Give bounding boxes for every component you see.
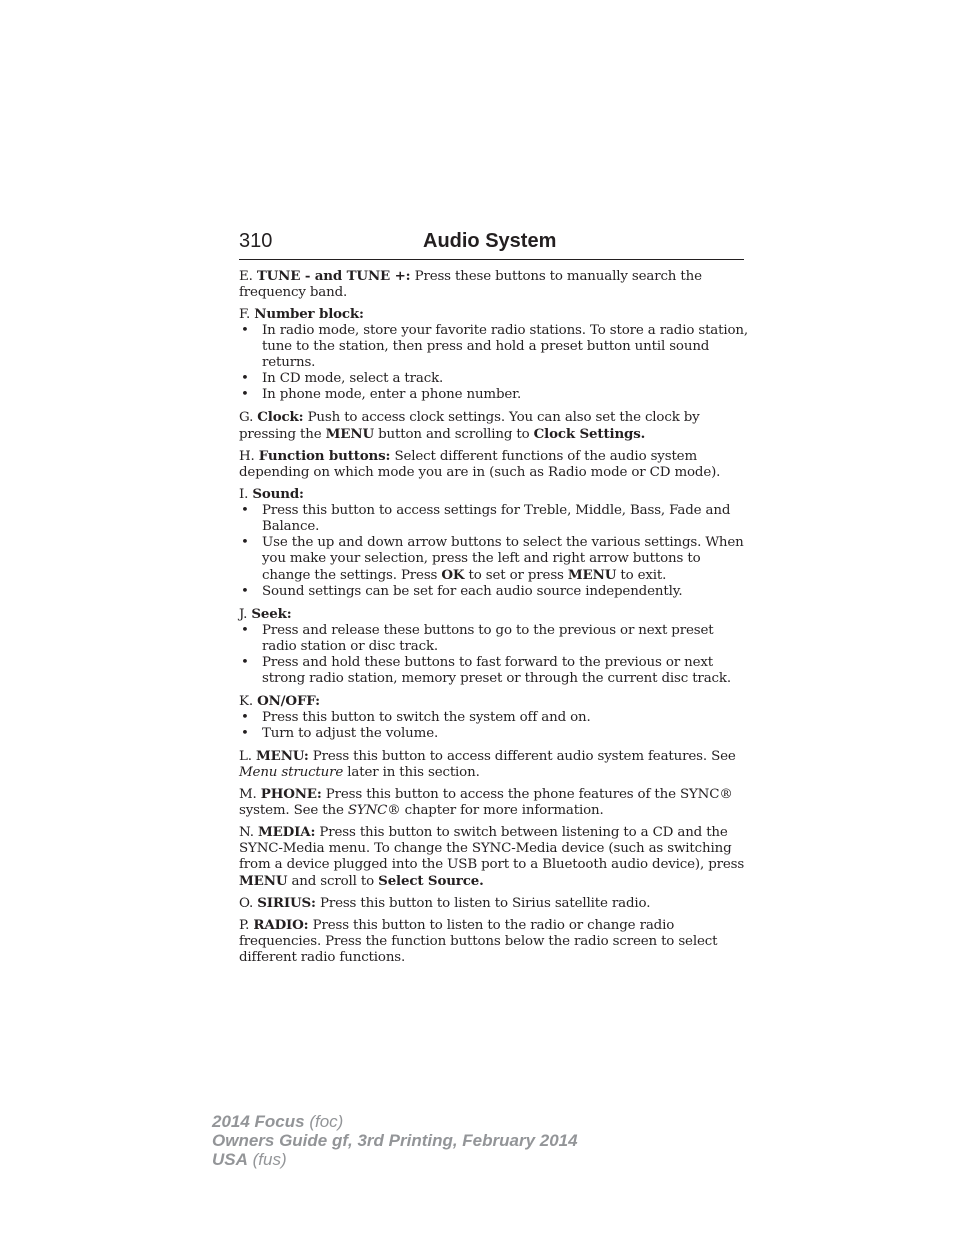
item-letter: H. — [239, 449, 255, 464]
footer-market-line — [212, 1150, 578, 1169]
menu-target: Select Source. — [378, 873, 484, 889]
bullet-text: to set or press — [468, 568, 564, 583]
cross-reference: SYNC® — [347, 803, 401, 818]
item-label: Sound: — [252, 486, 304, 502]
list-item: • In radio mode, store your favorite radio stations. To store a radio station, tune to the station, then press and hold a preset button until sound returns. — [239, 323, 749, 371]
item-letter: L. — [239, 749, 252, 764]
item-e — [239, 268, 749, 301]
item-letter: M. — [239, 787, 257, 802]
ok-keyword: OK — [441, 567, 465, 583]
item-o — [239, 895, 749, 912]
bullet-text: to exit. — [620, 568, 667, 583]
list-item: • Press and hold these buttons to fast forward to the previous or next strong radio station, memory preset or through the current disc track. — [239, 655, 749, 687]
list-item: • In CD mode, select a track. — [239, 371, 749, 387]
item-m — [239, 786, 749, 819]
item-i-bullets — [239, 503, 749, 600]
section-title: Audio System — [423, 230, 557, 252]
list-item: • In phone mode, enter a phone number. — [239, 387, 749, 403]
item-l — [239, 748, 749, 781]
item-text: Press this button to listen to the radio or change radio frequencies. Press the function buttons below the radio screen to select different radio functions. — [239, 918, 718, 965]
footer-guide: Owners Guide gf, 3rd Printing, February 2014 — [212, 1131, 578, 1150]
item-text: Press this button to access the phone features of the SYNC® system. See the — [239, 787, 733, 818]
item-label: Function buttons: — [258, 448, 391, 464]
item-text: Press this button to access different audio system features. See — [312, 749, 736, 764]
item-label: MENU: — [255, 748, 309, 764]
footer-model-code: (foc) — [309, 1112, 344, 1131]
item-text: Press this button to listen to Sirius satellite radio. — [319, 896, 651, 911]
item-i — [239, 486, 749, 503]
menu-target: Clock Settings. — [533, 426, 646, 442]
footer-guide-line — [212, 1131, 578, 1150]
item-p — [239, 917, 749, 966]
item-letter: N. — [239, 825, 254, 840]
list-item: • Press this button to access settings for Treble, Middle, Bass, Fade and Balance. — [239, 503, 749, 535]
item-label: RADIO: — [253, 917, 309, 933]
item-j-bullets — [239, 623, 749, 687]
item-text: button and scrolling to — [378, 427, 530, 442]
item-text: Press this button to switch between listening to a CD and the SYNC-Media menu. To change the SYNC-Media device (such as switching from a device plugged into the USB port to a Bluetooth audio device), press — [239, 825, 745, 872]
menu-keyword: MENU — [239, 873, 288, 889]
item-label: PHONE: — [260, 786, 322, 802]
footer-market-code: (fus) — [252, 1150, 287, 1169]
item-text: and scroll to — [291, 874, 375, 889]
item-letter: K. — [239, 694, 253, 709]
item-letter: I. — [239, 487, 249, 502]
item-n — [239, 824, 749, 890]
footer-market: USA — [212, 1150, 248, 1169]
page-body — [239, 268, 749, 971]
item-g — [239, 409, 749, 443]
item-f-bullets — [239, 323, 749, 403]
item-letter: P. — [239, 918, 250, 933]
item-text: Push to access clock settings. You can also set the clock by pressing the — [239, 410, 700, 442]
item-label: Number block: — [254, 306, 364, 322]
list-item: • Press this button to switch the system off and on. — [239, 710, 749, 726]
item-letter: O. — [239, 896, 254, 911]
menu-keyword: MENU — [325, 426, 374, 442]
item-label: Seek: — [251, 606, 292, 622]
item-letter: F. — [239, 307, 251, 322]
item-label: SIRIUS: — [257, 895, 316, 911]
item-text: later in this section. — [347, 765, 480, 780]
item-h — [239, 448, 749, 481]
item-text: Press these buttons to manually search the frequency band. — [239, 269, 702, 300]
page-header — [239, 228, 744, 260]
item-letter: J. — [239, 607, 248, 622]
item-f — [239, 306, 749, 323]
footer-model-line — [212, 1112, 578, 1131]
list-item: • Sound settings can be set for each audio source independently. — [239, 584, 749, 600]
list-item — [239, 535, 749, 584]
item-k — [239, 693, 749, 710]
menu-keyword: MENU — [567, 567, 617, 583]
item-k-bullets — [239, 710, 749, 742]
item-letter: G. — [239, 410, 254, 425]
footer-model: 2014 Focus — [212, 1112, 305, 1131]
list-item: • Turn to adjust the volume. — [239, 726, 749, 742]
bullet-text: Use the up and down arrow buttons to select the various settings. When you make your selection, press the left and right arrow buttons to change the settings. Press — [262, 535, 744, 583]
list-item: • Press and release these buttons to go to the previous or next preset radio station or disc track. — [239, 623, 749, 655]
item-j — [239, 606, 749, 623]
item-label: Clock: — [257, 409, 304, 425]
page-number: 310 — [239, 230, 273, 252]
item-text: Select different functions of the audio system depending on which mode you are in (such as Radio mode or CD mode). — [239, 449, 721, 480]
item-text: chapter for more information. — [404, 803, 604, 818]
item-label: ON/OFF: — [257, 693, 320, 709]
page-footer — [212, 1112, 578, 1169]
cross-reference: Menu structure — [239, 765, 344, 780]
item-label: MEDIA: — [257, 824, 316, 840]
item-letter: E. — [239, 269, 253, 284]
item-label: TUNE - and TUNE +: — [256, 268, 411, 284]
